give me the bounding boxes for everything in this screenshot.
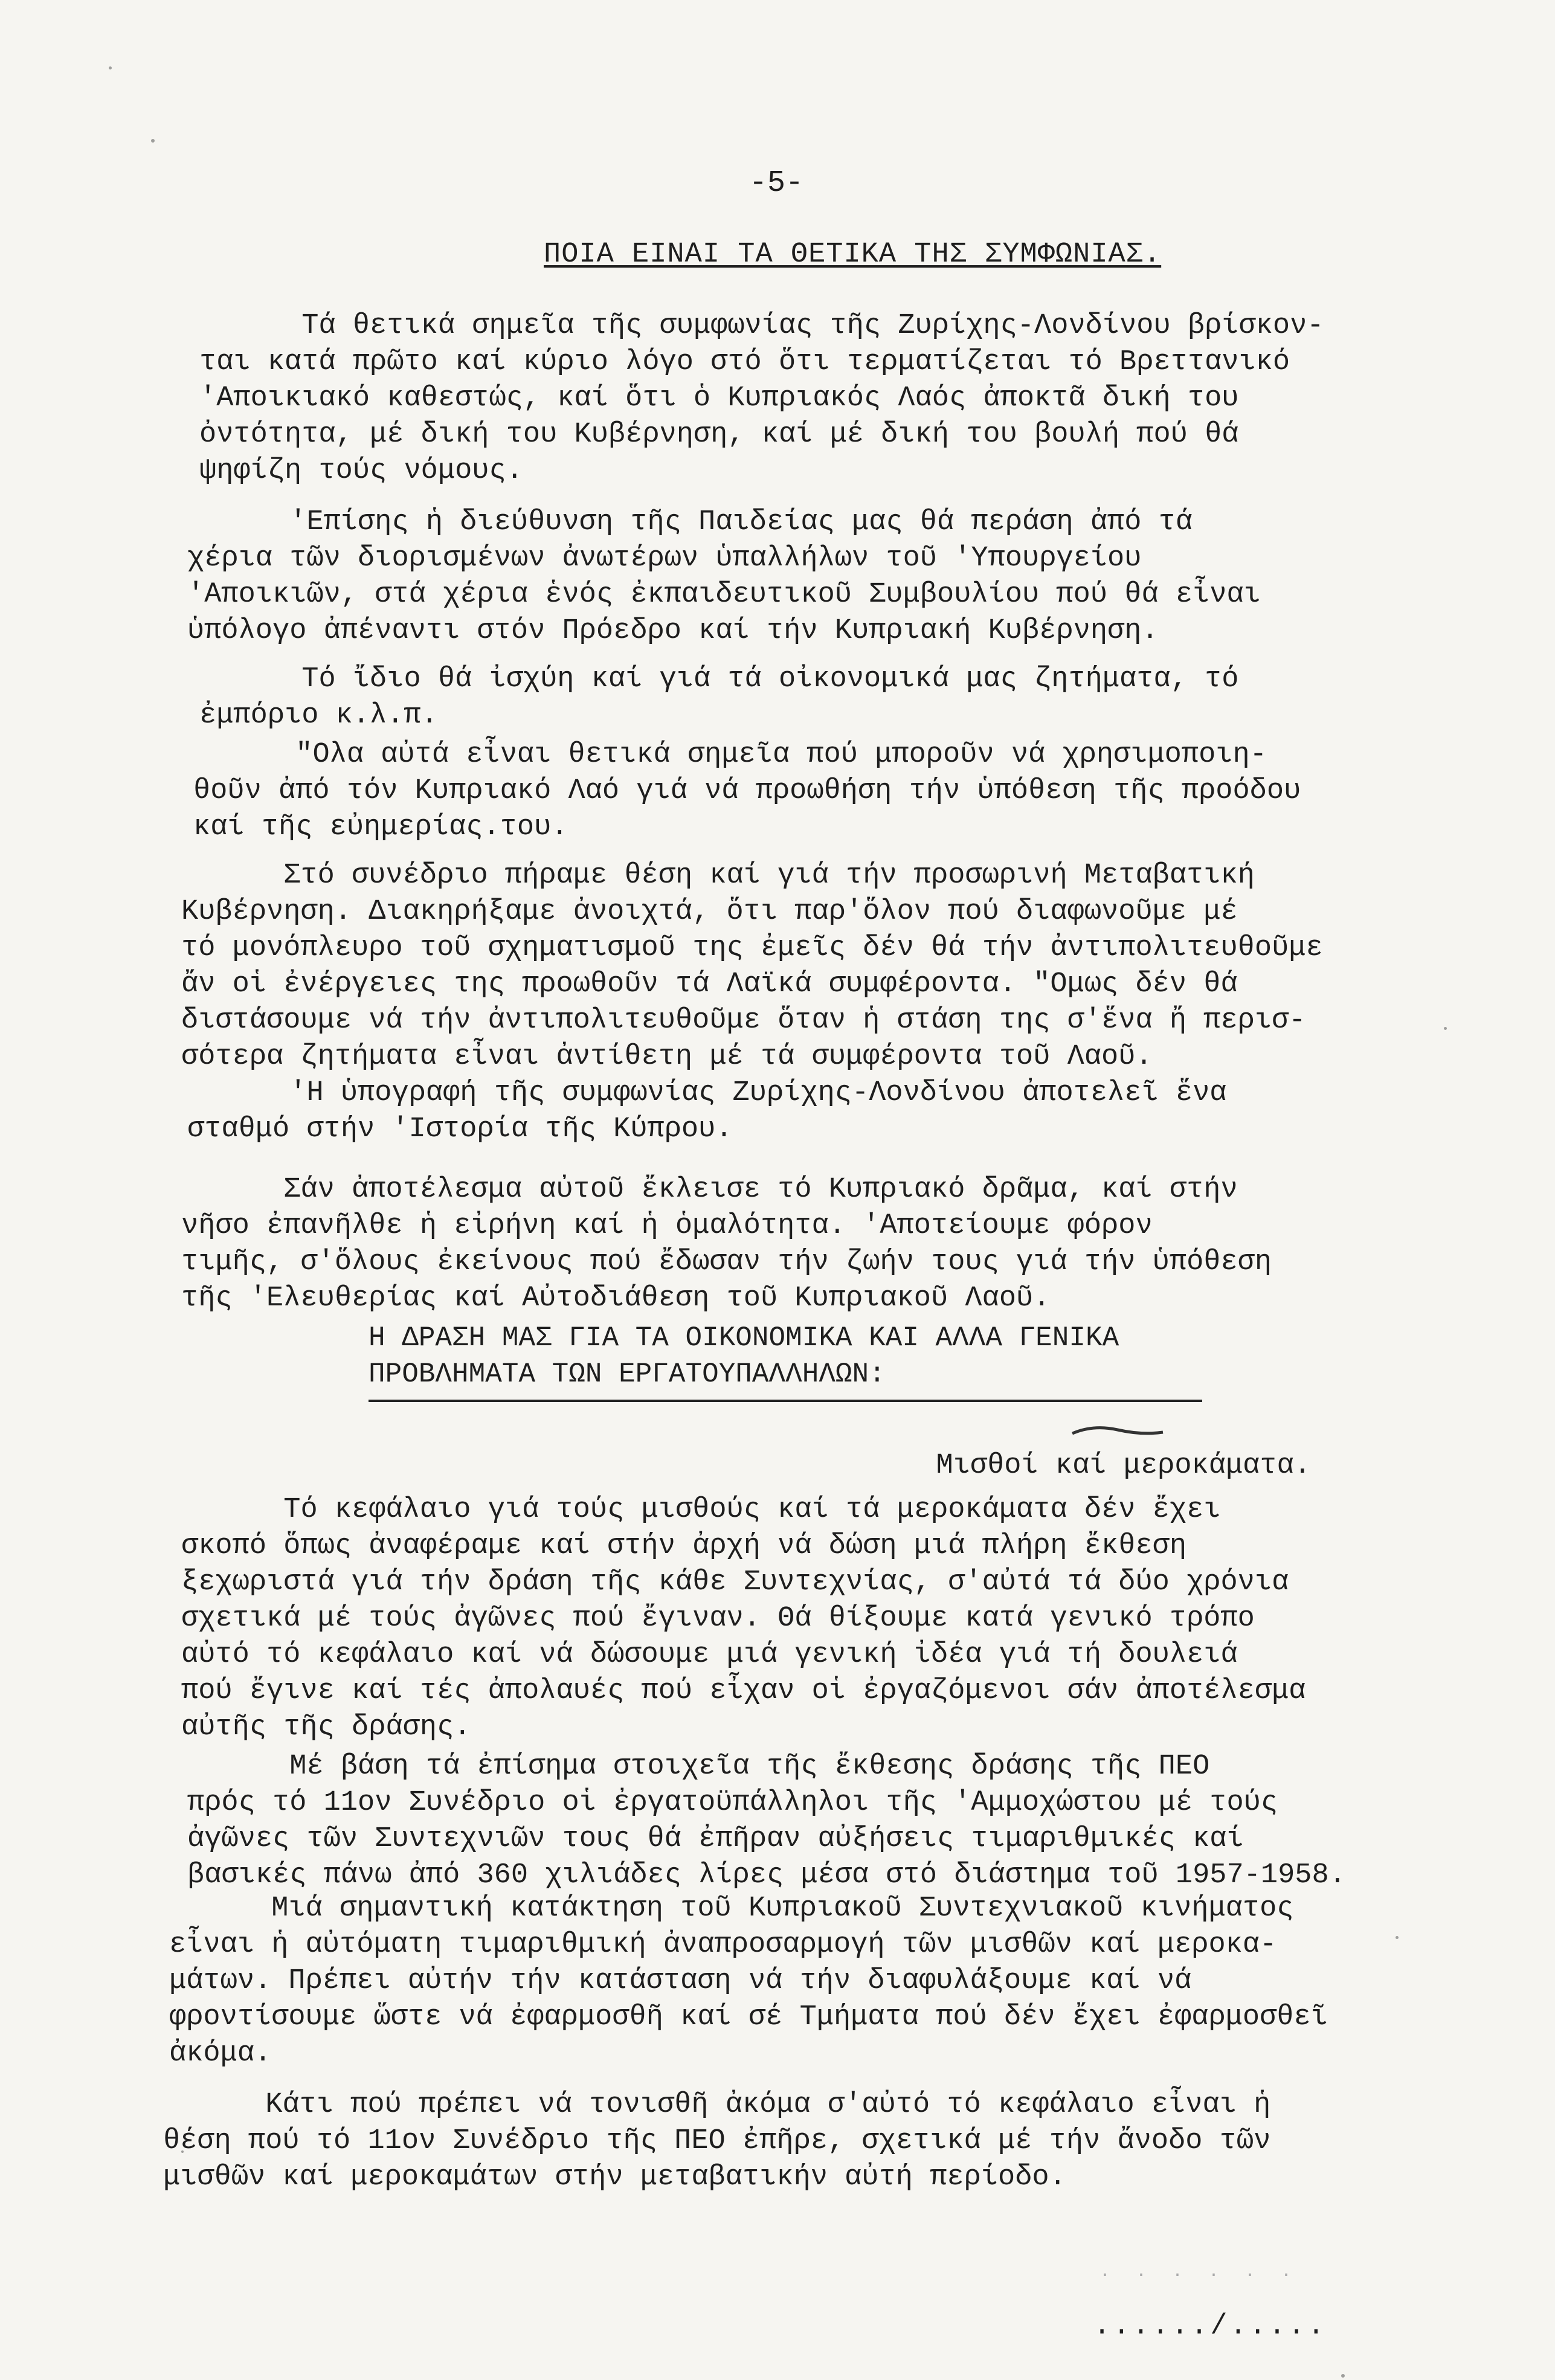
page-title: [544, 239, 1238, 271]
section-heading: [369, 1320, 1214, 1392]
page-title-text: ΠΟΙΑ ΕΙΝΑΙ ΤΑ ΘΕΤΙΚΑ ΤΗΣ ΣΥΜΦΩΝΙΑΣ.: [544, 239, 1162, 271]
section-heading-line1: Η ΔΡΑΣΗ ΜΑΣ ΓΙΑ ΤΑ ΟΙΚΟΝΟΜΙΚΑ ΚΑΙ ΑΛΛΑ ΓΕΝΙΚΑ: [369, 1322, 1119, 1354]
paragraph-economic: Τό ἴδιο θά ἰσχύη καί γιά τά οἰκονομικά μας ζητήματα, τό ἐμπόριο κ.λ.π.: [199, 663, 1239, 732]
paragraph-congress-position: Κάτι πού πρέπει νά τονισθῆ ἀκόμα σ'αὐτό τό κεφάλαιο εἶναι ἡ θέση πού τό 11ον Συνέδριο τῆς ΠΕΟ ἐπῆρε, σχετικά μέ τήν ἄνοδο τῶν μισθῶν καί μεροκαμάτων στήν μεταβατικήν αὐτή περίοδο.: [163, 2089, 1271, 2193]
paragraph-signature: 'Η ὑπογραφή τῆς συμφωνίας Ζυρίχης-Λονδίνου ἀποτελεῖ ἕνα σταθμό στήν 'Ιστορία τῆς Κύπρου.: [187, 1077, 1227, 1145]
scan-speck: [109, 66, 112, 69]
section-heading-line2: ΠΡΟΒΛΗΜΑΤΑ ΤΩΝ ΕΡΓΑΤΟΥΠΑΛΛΗΛΩΝ:: [369, 1359, 886, 1390]
ink-mark: [1069, 1421, 1166, 1439]
scan-speck: [151, 139, 155, 143]
paragraph-automatic-adjustment: Μιά σημαντική κατάκτηση τοῦ Κυπριακοῦ Συντεχνιακοῦ κινήματος εἶναι ἡ αὐτόματη τιμαριθμική ἀναπροσαρμογή τῶν μισθῶν καί μεροκα- μάτων. Πρέπει αὐτήν τήν κατάσταση νά τήν διαφυλάξουμε καί νά φροντίσουμε ὥστε νά ἐφαρμοσθῆ καί σέ Τμήματα πού δέν ἔχει ἐφαρμοσθεῖ ἀκόμα.: [169, 1893, 1328, 2070]
paragraph-positive-points: Τά θετικά σημεῖα τῆς συμφωνίας τῆς Ζυρίχης-Λονδίνου βρίσκον- ται κατά πρῶτο καί κύριο λόγο στό ὅτι τερματίζεται τό Βρεττανικό 'Αποικιακό καθεστώς, καί ὅτι ὁ Κυπριακός Λαός ἀποκτᾶ δική του ὀντότητα, μέ δική του Κυβέρνηση, καί μέ δική του βουλή πού θά ψηφίζη τούς νόμους.: [199, 310, 1324, 487]
page-number: -5-: [749, 166, 803, 201]
scan-speck: [1444, 1027, 1447, 1030]
paragraph-official-data: Μέ βάση τά ἐπίσημα στοιχεῖα τῆς ἔκθεσης δράσης τῆς ΠΕΟ πρός τό 11ον Συνέδριο οἱ ἐργατοϋπάλληλοι τῆς 'Αμμοχώστου μέ τούς ἀγῶνες τῶν Συντεχνιῶν τους θά ἐπῆραν αὐξήσεις τιμαριθμικές καί βασικές πάνω ἀπό 360 χιλιάδες λίρες μέσα στό διάστημα τοῦ 1957-1958.: [187, 1751, 1346, 1891]
paragraph-positive-summary: "Ολα αὐτά εἶναι θετικά σημεῖα πού μποροῦν νά χρησιμοποιη- θοῦν ἀπό τόν Κυπριακό Λαό γιά νά προωθήση τήν ὑπόθεση τῆς προόδου καί τῆς εὐημερίας.του.: [193, 739, 1301, 843]
paragraph-transitional-government: Στό συνέδριο πήραμε θέση καί γιά τήν προσωρινή Μεταβατική Κυβέρνηση. Διακηρήξαμε ἀνοιχτά, ὅτι παρ'ὅλον πού διαφωνοῦμε μέ τό μονόπλευρο τοῦ σχηματισμοῦ της ἐμεῖς δέν θά τήν ἀντιπολιτευθοῦμε ἄν οἱ ἐνέργειες της προωθοῦν τά Λαϊκά συμφέροντα. "Ομως δέν θά διστάσουμε νά τήν ἀντιπολιτευθοῦμε ὅταν ἡ στάση της σ'ἕνα ἤ περισ- σότερα ζητήματα εἶναι ἀντίθετη μέ τά συμφέροντα τοῦ Λαοῦ.: [181, 860, 1323, 1073]
subheading-wages: Μισθοί καί μεροκάματα.: [936, 1450, 1311, 1482]
section-heading-underline: [369, 1400, 1202, 1402]
faint-dots: · · · · · ·: [1099, 2265, 1299, 2286]
paragraph-outcome: Σάν ἀποτέλεσμα αὐτοῦ ἔκλεισε τό Κυπριακό δρᾶμα, καί στήν νῆσο ἐπανῆλθε ἡ εἰρήνη καί ἡ ὁμαλότητα. 'Αποτείουμε φόρον τιμῆς, σ'ὅλους ἐκείνους πού ἔδωσαν τήν ζωήν τους γιά τήν ὑπόθεση τῆς 'Ελευθερίας καί Αὐτοδιάθεση τοῦ Κυπριακοῦ Λαοῦ.: [181, 1174, 1272, 1314]
scan-speck: [1341, 2374, 1345, 2378]
paragraph-wages-chapter: Τό κεφάλαιο γιά τούς μισθούς καί τά μεροκάματα δέν ἔχει σκοπό ὅπως ἀναφέραμε καί στήν ἀρχή νά δώση μιά πλήρη ἔκθεση ξεχωριστά γιά τήν δράση τῆς κάθε Συντεχνίας, σ'αὐτά τά δύο χρόνια σχετικά μέ τούς ἀγῶνες πού ἔγιναν. Θά θίξουμε κατά γενικό τρόπο αὐτό τό κεφάλαιο καί νά δώσουμε μιά γενική ἰδέα γιά τή δουλειά πού ἔγινε καί τές ἀπολαυές πού εἶχαν οἱ ἐργαζόμενοι σάν ἀποτέλεσμα αὐτῆς τῆς δράσης.: [181, 1494, 1306, 1743]
continuation-mark: ....../.....: [1093, 2311, 1327, 2343]
paragraph-education: 'Επίσης ἡ διεύθυνση τῆς Παιδείας μας θά περάση ἀπό τά χέρια τῶν διορισμένων ἀνωτέρων ὑπαλλήλων τοῦ 'Υπουργείου 'Αποικιῶν, στά χέρια ἑνός ἐκπαιδευτικοῦ Συμβουλίου πού θά εἶναι ὑπόλογο ἀπέναντι στόν Πρόεδρο καί τήν Κυπριακή Κυβέρνηση.: [187, 506, 1261, 647]
